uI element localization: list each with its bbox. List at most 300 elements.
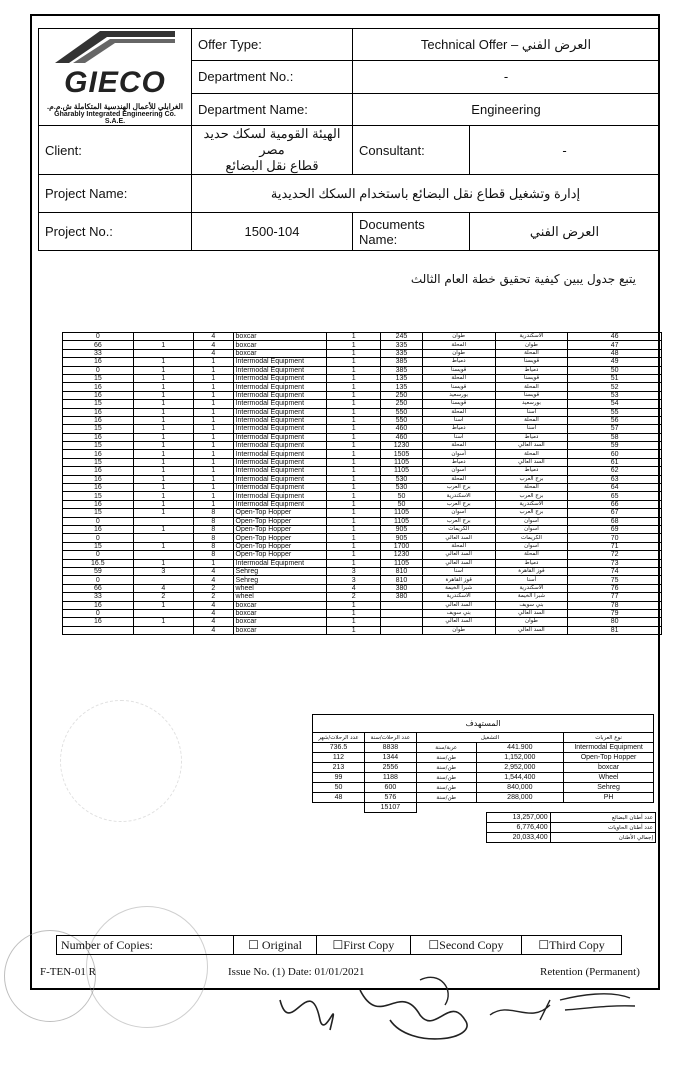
copy-first: ☐First Copy xyxy=(317,936,411,955)
cell-distance-km: 335 xyxy=(381,349,423,357)
cell-train-count: 1 xyxy=(327,509,381,517)
cell-distance-km: 250 xyxy=(381,391,423,399)
cell-trips-per-year: 16 xyxy=(63,450,134,458)
cell-wagon-type: Open-Top Hopper xyxy=(233,525,327,533)
cell-to-station: المحلة xyxy=(422,341,495,349)
cell-to-station: أسنا xyxy=(422,433,495,441)
project-no-label: Project No.: xyxy=(39,213,192,251)
cell-trips-per-year: 15 xyxy=(63,374,134,382)
cell-to-station: السد العالي xyxy=(422,618,495,626)
cell-from-station: الاسكندرية xyxy=(495,500,568,508)
company-stamp-bottom xyxy=(86,906,208,1028)
cell-train-count: 1 xyxy=(327,400,381,408)
cell-wagon-type: Intermodal Equipment xyxy=(233,484,327,492)
copy-second: ☐Second Copy xyxy=(410,936,521,955)
table-row xyxy=(63,433,662,441)
table-row xyxy=(63,517,662,525)
cell-distance-km: 460 xyxy=(381,433,423,441)
summary-row xyxy=(313,773,654,783)
trips-table xyxy=(62,332,662,635)
cell-to-station: الكريمات xyxy=(422,525,495,533)
cell-wagon-count: 1 xyxy=(194,425,234,433)
cell-trips-per-month: 1 xyxy=(133,416,193,424)
cell-row-number: 48 xyxy=(568,349,662,357)
summary-type: Intermodal Equipment xyxy=(564,743,654,753)
cell-wagon-count: 1 xyxy=(194,475,234,483)
cell-train-count: 1 xyxy=(327,484,381,492)
cell-distance-km: 550 xyxy=(381,416,423,424)
cell-distance-km: 335 xyxy=(381,341,423,349)
cell-distance-km: 810 xyxy=(381,576,423,584)
summary-unit: طن/سنة xyxy=(416,793,476,803)
cell-train-count: 1 xyxy=(327,467,381,475)
cell-distance-km: 135 xyxy=(381,383,423,391)
cell-from-station: برج العرب xyxy=(495,509,568,517)
cell-wagon-type: boxcar xyxy=(233,618,327,626)
cell-row-number: 81 xyxy=(568,626,662,634)
client-line-1: الهيئة القومية لسكك حديد مصر xyxy=(203,126,341,157)
cell-row-number: 80 xyxy=(568,618,662,626)
cell-row-number: 74 xyxy=(568,567,662,575)
cell-train-count: 1 xyxy=(327,618,381,626)
cell-train-count: 1 xyxy=(327,601,381,609)
cell-trips-per-month xyxy=(133,576,193,584)
cell-trips-per-month: 1 xyxy=(133,525,193,533)
cell-trips-per-year: 0 xyxy=(63,551,134,559)
cell-to-station: المحلة xyxy=(422,475,495,483)
cell-trips-per-month: 1 xyxy=(133,442,193,450)
table-row xyxy=(63,391,662,399)
cell-trips-per-year: 0 xyxy=(63,517,134,525)
cell-to-station: طوان xyxy=(422,349,495,357)
cell-trips-per-year: 16.5 xyxy=(63,559,134,567)
cell-trips-per-month xyxy=(133,333,193,341)
cell-from-station: أسوان xyxy=(495,517,568,525)
cell-trips-per-year: 0 xyxy=(63,366,134,374)
cell-to-station: قويسنا xyxy=(422,383,495,391)
copies-row xyxy=(56,935,622,955)
cell-distance-km: 250 xyxy=(381,400,423,408)
cell-trips-per-year: 15 xyxy=(63,400,134,408)
form-code: F-TEN-01 R xyxy=(40,966,96,978)
cell-trips-per-year: 16 xyxy=(63,383,134,391)
cell-trips-per-month: 1 xyxy=(133,492,193,500)
cell-to-station: السد العالي xyxy=(422,601,495,609)
cell-train-count: 1 xyxy=(327,416,381,424)
summary-row xyxy=(313,763,654,773)
cell-from-station: بني سويف xyxy=(495,601,568,609)
table-row xyxy=(63,333,662,341)
cell-train-count: 1 xyxy=(327,534,381,542)
cell-from-station: قويسنا xyxy=(495,374,568,382)
cell-from-station: دمياط xyxy=(495,366,568,374)
cell-from-station: قويسنا xyxy=(495,358,568,366)
cell-row-number: 79 xyxy=(568,609,662,617)
cell-trips-per-year: 16 xyxy=(63,358,134,366)
cell-train-count: 1 xyxy=(327,425,381,433)
logo-arabic-name: الغرابلي للأعمال الهندسية المتكاملة ش.م.م. xyxy=(47,102,183,111)
cell-distance-km xyxy=(381,601,423,609)
cell-to-station: دمياط xyxy=(422,425,495,433)
cell-train-count: 1 xyxy=(327,442,381,450)
totals-table xyxy=(486,812,656,843)
company-logo xyxy=(39,29,192,126)
cell-wagon-count: 4 xyxy=(194,349,234,357)
cell-row-number: 63 xyxy=(568,475,662,483)
total-label: عدد أطنان البضائع xyxy=(550,813,655,823)
cell-wagon-type: Open-Top Hopper xyxy=(233,534,327,542)
cell-row-number: 72 xyxy=(568,551,662,559)
cell-train-count: 1 xyxy=(327,358,381,366)
cell-trips-per-month xyxy=(133,551,193,559)
cell-distance-km: 1105 xyxy=(381,559,423,567)
summary-row xyxy=(313,783,654,793)
cell-trips-per-month: 1 xyxy=(133,408,193,416)
cell-trips-per-month: 1 xyxy=(133,450,193,458)
cell-wagon-count: 2 xyxy=(194,584,234,592)
cell-wagon-type: Intermodal Equipment xyxy=(233,416,327,424)
cell-wagon-count: 1 xyxy=(194,559,234,567)
cell-to-station: برج العرب xyxy=(422,484,495,492)
summary-type: Open-Top Hopper xyxy=(564,753,654,763)
cell-train-count: 1 xyxy=(327,408,381,416)
cell-row-number: 69 xyxy=(568,525,662,533)
table-row xyxy=(63,349,662,357)
cell-distance-km xyxy=(381,609,423,617)
cell-row-number: 52 xyxy=(568,383,662,391)
cell-train-count: 1 xyxy=(327,626,381,634)
cell-distance-km: 50 xyxy=(381,492,423,500)
cell-wagon-count: 1 xyxy=(194,442,234,450)
cell-trips-per-year: 0 xyxy=(63,534,134,542)
cell-wagon-count: 4 xyxy=(194,333,234,341)
cell-to-station: المحلة xyxy=(422,442,495,450)
cell-wagon-type: Open-Top Hopper xyxy=(233,542,327,550)
cell-to-station: الاسكندرية xyxy=(422,593,495,601)
cell-trips-per-year: 33 xyxy=(63,593,134,601)
cell-wagon-count: 1 xyxy=(194,374,234,382)
cell-from-station: السد العالي xyxy=(495,609,568,617)
summary-row xyxy=(313,743,654,753)
table-row xyxy=(63,509,662,517)
cell-trips-per-month: 1 xyxy=(133,458,193,466)
cell-to-station: المحلة xyxy=(422,408,495,416)
cell-wagon-count: 1 xyxy=(194,408,234,416)
cell-wagon-type: Intermodal Equipment xyxy=(233,433,327,441)
summary-type: boxcar xyxy=(564,763,654,773)
cell-trips-per-year: 16 xyxy=(63,525,134,533)
cell-wagon-type: Intermodal Equipment xyxy=(233,442,327,450)
cell-wagon-count: 1 xyxy=(194,383,234,391)
cell-row-number: 78 xyxy=(568,601,662,609)
cell-distance-km: 1105 xyxy=(381,517,423,525)
cell-distance-km: 1505 xyxy=(381,450,423,458)
cell-train-count: 1 xyxy=(327,433,381,441)
cell-wagon-count: 1 xyxy=(194,416,234,424)
logo-english-name: Gharably Integrated Engineering Co. S.A.E. xyxy=(54,111,176,125)
cell-wagon-count: 8 xyxy=(194,525,234,533)
cell-wagon-type: Intermodal Equipment xyxy=(233,400,327,408)
cell-train-count: 1 xyxy=(327,551,381,559)
cell-from-station: دمياط xyxy=(495,433,568,441)
retention: Retention (Permanent) xyxy=(540,966,640,978)
table-row xyxy=(63,408,662,416)
cell-trips-per-month xyxy=(133,534,193,542)
cell-to-station: برج العرب xyxy=(422,500,495,508)
copy-original: ☐ Original xyxy=(234,936,317,955)
cell-trips-per-month: 1 xyxy=(133,467,193,475)
cell-train-count: 3 xyxy=(327,567,381,575)
cell-distance-km: 1105 xyxy=(381,458,423,466)
cell-wagon-count: 8 xyxy=(194,509,234,517)
cell-trips-per-year: 16 xyxy=(63,475,134,483)
table-row xyxy=(63,383,662,391)
summary-trips-month: 48 xyxy=(313,793,365,803)
cell-wagon-count: 8 xyxy=(194,534,234,542)
cell-distance-km: 50 xyxy=(381,500,423,508)
cell-wagon-type: Intermodal Equipment xyxy=(233,425,327,433)
cell-distance-km: 385 xyxy=(381,366,423,374)
cell-from-station: بورسعيد xyxy=(495,400,568,408)
cell-train-count: 4 xyxy=(327,584,381,592)
table-row xyxy=(63,618,662,626)
department-name-label: Department Name: xyxy=(192,93,353,125)
cell-to-station: السد العالي xyxy=(422,559,495,567)
cell-train-count: 1 xyxy=(327,341,381,349)
cell-to-station: أسوان xyxy=(422,509,495,517)
cell-wagon-count: 1 xyxy=(194,450,234,458)
cell-wagon-count: 4 xyxy=(194,341,234,349)
cell-wagon-count: 1 xyxy=(194,433,234,441)
summary-trips-year: 2556 xyxy=(364,763,416,773)
cell-from-station: قوز القاهرة xyxy=(495,567,568,575)
cell-trips-per-month xyxy=(133,626,193,634)
cell-distance-km: 530 xyxy=(381,484,423,492)
cell-trips-per-year: 15 xyxy=(63,492,134,500)
cell-from-station: السد العالي xyxy=(495,442,568,450)
totals-row xyxy=(487,833,656,843)
cell-trips-per-year: 15 xyxy=(63,458,134,466)
cell-wagon-type: Intermodal Equipment xyxy=(233,450,327,458)
summary-tonnage: 1,152,000 xyxy=(476,753,564,763)
cell-to-station: أسنا xyxy=(422,567,495,575)
summary-trips-month: 736.5 xyxy=(313,743,365,753)
cell-trips-per-month: 1 xyxy=(133,559,193,567)
cell-wagon-count: 8 xyxy=(194,517,234,525)
cell-train-count: 1 xyxy=(327,609,381,617)
cell-train-count: 1 xyxy=(327,450,381,458)
summary-tonnage: 441.900 xyxy=(476,743,564,753)
cell-distance-km: 1230 xyxy=(381,442,423,450)
cell-row-number: 49 xyxy=(568,358,662,366)
table-row xyxy=(63,442,662,450)
cell-distance-km xyxy=(381,618,423,626)
total-value: 6,776,400 xyxy=(487,823,551,833)
cell-from-station: السد العالي xyxy=(495,626,568,634)
summary-trips-month: 112 xyxy=(313,753,365,763)
cell-train-count: 1 xyxy=(327,559,381,567)
cell-train-count: 1 xyxy=(327,366,381,374)
cell-train-count: 2 xyxy=(327,593,381,601)
cell-wagon-count: 1 xyxy=(194,467,234,475)
cell-from-station: المحلة xyxy=(495,484,568,492)
summary-title: المستهدف xyxy=(313,715,654,733)
cell-row-number: 71 xyxy=(568,542,662,550)
cell-train-count: 1 xyxy=(327,500,381,508)
gieco-logo-icon xyxy=(55,29,175,63)
cell-trips-per-month: 1 xyxy=(133,341,193,349)
issue-date: Issue No. (1) Date: 01/01/2021 xyxy=(228,966,365,978)
cell-from-station: قويسنا xyxy=(495,391,568,399)
cell-from-station: طوان xyxy=(495,341,568,349)
table-row xyxy=(63,559,662,567)
table-row xyxy=(63,467,662,475)
summary-trips-month: 213 xyxy=(313,763,365,773)
cell-to-station: شبرا الخيمة xyxy=(422,584,495,592)
table-row xyxy=(63,534,662,542)
table-row xyxy=(63,366,662,374)
cell-train-count: 1 xyxy=(327,492,381,500)
summary-type: Wheel xyxy=(564,773,654,783)
cell-wagon-type: Intermodal Equipment xyxy=(233,408,327,416)
cell-from-station: المحلة xyxy=(495,551,568,559)
summary-sub-header: التشغيل xyxy=(416,733,563,743)
cell-wagon-count: 1 xyxy=(194,400,234,408)
cell-distance-km: 1105 xyxy=(381,509,423,517)
cell-to-station: السد العالي xyxy=(422,551,495,559)
table-row xyxy=(63,416,662,424)
cell-from-station: الاسكندرية xyxy=(495,584,568,592)
cell-row-number: 77 xyxy=(568,593,662,601)
cell-trips-per-year: 66 xyxy=(63,341,134,349)
cell-to-station: أسوان xyxy=(422,467,495,475)
cell-to-station: قوز القاهرة xyxy=(422,576,495,584)
faded-stamp-left xyxy=(60,700,182,822)
table-row xyxy=(63,374,662,382)
cell-train-count: 3 xyxy=(327,576,381,584)
cell-trips-per-year: 66 xyxy=(63,584,134,592)
cell-wagon-type: boxcar xyxy=(233,601,327,609)
cell-trips-per-month xyxy=(133,517,193,525)
cell-to-station: المحلة xyxy=(422,374,495,382)
cell-wagon-type: Open-Top Hopper xyxy=(233,517,327,525)
cell-from-station: دمياط xyxy=(495,467,568,475)
copy-third: ☐Third Copy xyxy=(522,936,622,955)
table-row xyxy=(63,500,662,508)
cell-wagon-type: wheel xyxy=(233,584,327,592)
table-row xyxy=(63,450,662,458)
cell-wagon-type: Intermodal Equipment xyxy=(233,475,327,483)
cell-to-station: بني سويف xyxy=(422,609,495,617)
client-line-2: قطاع نقل البضائع xyxy=(225,158,319,173)
cell-distance-km: 905 xyxy=(381,525,423,533)
cell-to-station: طوان xyxy=(422,333,495,341)
cell-distance-km: 380 xyxy=(381,593,423,601)
cell-wagon-type: Open-Top Hopper xyxy=(233,551,327,559)
cell-trips-per-month: 1 xyxy=(133,433,193,441)
cell-from-station: أسنا xyxy=(495,576,568,584)
cell-trips-per-year xyxy=(63,626,134,634)
copies-label: Number of Copies: xyxy=(57,936,234,955)
cell-from-station: أسنا xyxy=(495,408,568,416)
summary-col-b: عدد الرحلات/سنة xyxy=(364,733,416,743)
document-header xyxy=(38,28,660,251)
cell-trips-per-year: 15 xyxy=(63,442,134,450)
cell-trips-per-year: 16 xyxy=(63,500,134,508)
cell-wagon-count: 4 xyxy=(194,618,234,626)
cell-to-station: المحلة xyxy=(422,542,495,550)
table-row xyxy=(63,576,662,584)
consultant-label: Consultant: xyxy=(353,126,470,175)
cell-wagon-type: Intermodal Equipment xyxy=(233,492,327,500)
summary-row xyxy=(313,753,654,763)
summary-trips-month: 99 xyxy=(313,773,365,783)
cell-trips-per-month: 1 xyxy=(133,601,193,609)
cell-trips-per-month: 1 xyxy=(133,618,193,626)
cell-from-station: السد العالي xyxy=(495,458,568,466)
cell-row-number: 61 xyxy=(568,458,662,466)
cell-row-number: 73 xyxy=(568,559,662,567)
cell-trips-per-month: 1 xyxy=(133,500,193,508)
cell-distance-km: 1700 xyxy=(381,542,423,550)
cell-from-station: دمياط xyxy=(495,559,568,567)
cell-distance-km xyxy=(381,626,423,634)
cell-from-station: المحلة xyxy=(495,450,568,458)
cell-wagon-type: boxcar xyxy=(233,626,327,634)
cell-trips-per-month xyxy=(133,609,193,617)
handwritten-signatures xyxy=(250,960,670,1050)
cell-trips-per-year: 16 xyxy=(63,601,134,609)
cell-to-station: الاسكندرية xyxy=(422,492,495,500)
cell-train-count: 1 xyxy=(327,374,381,382)
cell-trips-per-month: 1 xyxy=(133,366,193,374)
cell-row-number: 51 xyxy=(568,374,662,382)
cell-trips-per-month: 3 xyxy=(133,567,193,575)
cell-from-station: أسنا xyxy=(495,425,568,433)
cell-train-count: 1 xyxy=(327,542,381,550)
cell-wagon-count: 1 xyxy=(194,358,234,366)
cell-wagon-count: 1 xyxy=(194,458,234,466)
cell-wagon-type: Open-Top Hopper xyxy=(233,509,327,517)
cell-to-station: دمياط xyxy=(422,458,495,466)
summary-tonnage: 288,000 xyxy=(476,793,564,803)
cell-wagon-count: 4 xyxy=(194,601,234,609)
total-label: إجمالي الأطنان xyxy=(550,833,655,843)
cell-trips-per-year: 16 xyxy=(63,391,134,399)
totals-row xyxy=(487,823,656,833)
table-row xyxy=(63,358,662,366)
logo-word: GIECO xyxy=(64,66,166,99)
cell-distance-km: 530 xyxy=(381,475,423,483)
cell-trips-per-year: 16 xyxy=(63,433,134,441)
cell-from-station: أسوان xyxy=(495,542,568,550)
cell-from-station: المحلة xyxy=(495,416,568,424)
cell-to-station: دمياط xyxy=(422,358,495,366)
cell-row-number: 67 xyxy=(568,509,662,517)
summary-unit: طن/سنة xyxy=(416,753,476,763)
cell-trips-per-month: 2 xyxy=(133,593,193,601)
cell-train-count: 1 xyxy=(327,517,381,525)
offer-type-value: Technical Offer – العرض الفني xyxy=(353,29,660,61)
cell-row-number: 46 xyxy=(568,333,662,341)
cell-trips-per-month: 1 xyxy=(133,358,193,366)
documents-name-label: Documents Name: xyxy=(353,213,470,251)
cell-trips-per-year: 0 xyxy=(63,609,134,617)
summary-type: PH xyxy=(564,793,654,803)
cell-distance-km: 385 xyxy=(381,358,423,366)
offer-type-label: Offer Type: xyxy=(192,29,353,61)
summary-unit: طن/سنة xyxy=(416,763,476,773)
